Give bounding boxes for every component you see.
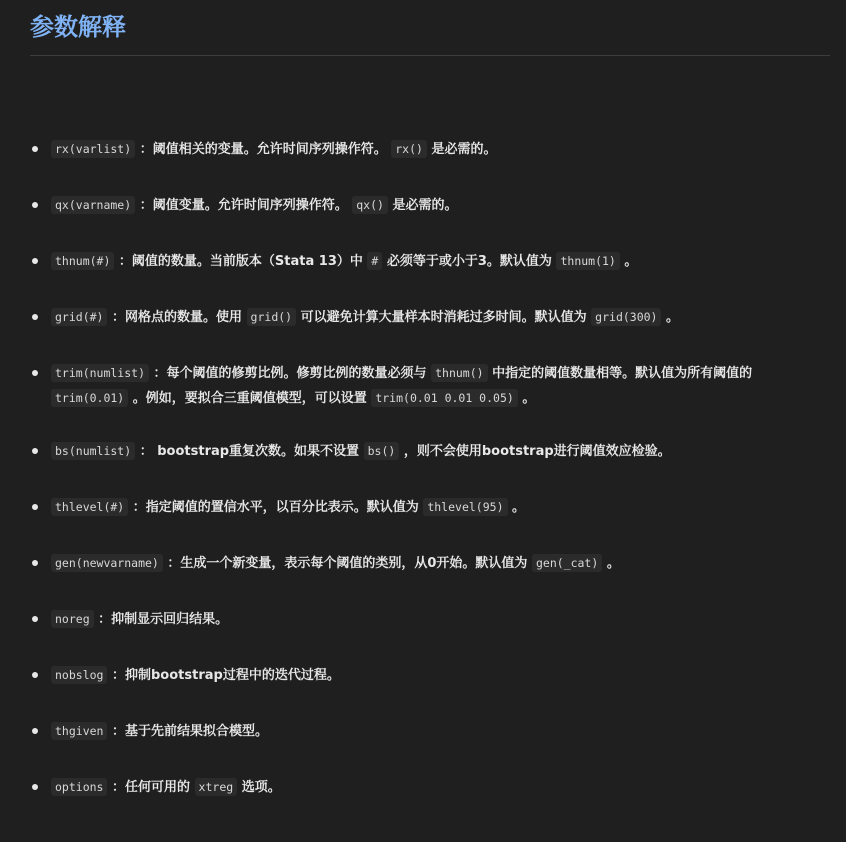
option-description-tail: 。 — [624, 254, 638, 269]
page-title: 参数解释 — [30, 13, 126, 41]
option-code: trim(numlist) — [51, 364, 149, 382]
bullet-icon — [32, 258, 38, 264]
inline-code-example: trim(0.01 0.01 0.05) — [371, 389, 517, 407]
inline-code: thnum() — [431, 364, 487, 382]
option-description-mid: 中指定的阈值数量相等。默认值为所有阈值的 — [492, 366, 753, 381]
option-code: noreg — [51, 610, 94, 628]
inline-code-default: trim(0.01) — [51, 389, 128, 407]
inline-code-default: thlevel(95) — [423, 498, 507, 516]
list-item-thnum — [32, 249, 802, 274]
inline-code-default: thnum(1) — [556, 252, 619, 270]
option-code: thnum(#) — [51, 252, 114, 270]
bullet-icon — [32, 728, 38, 734]
option-code: thgiven — [51, 722, 107, 740]
inline-code: grid() — [247, 308, 297, 326]
option-description: ：抑制显示回归结果。 — [98, 612, 229, 627]
option-code: options — [51, 778, 107, 796]
inline-code-default: gen(_cat) — [532, 554, 602, 572]
bullet-icon — [32, 202, 38, 208]
bullet-icon — [32, 146, 38, 152]
option-code: rx(varlist) — [51, 140, 135, 158]
option-description-tail: 。 — [606, 556, 620, 571]
bullet-icon — [32, 314, 38, 320]
option-description-tail: 是必需的。 — [431, 142, 497, 157]
list-item-grid — [32, 305, 802, 330]
option-description: ：指定阈值的置信水平，以百分比表示。默认值为 — [132, 500, 419, 515]
option-description: ：网格点的数量。使用 — [112, 310, 243, 325]
option-description-tail: 选项。 — [241, 780, 281, 795]
bullet-icon — [32, 784, 38, 790]
list-item-options — [32, 775, 802, 800]
option-code: grid(#) — [51, 308, 107, 326]
option-description-tail: ，则不会使用bootstrap进行阈值效应检验。 — [403, 444, 671, 459]
option-code: gen(newvarname) — [51, 554, 163, 572]
option-description-tail: 。 — [666, 310, 680, 325]
inline-code-default: grid(300) — [591, 308, 661, 326]
list-item-thlevel — [32, 495, 802, 520]
option-description: ：阈值的数量。当前版本（Stata 13）中 — [118, 254, 363, 269]
option-description-mid: 可以避免计算大量样本时消耗过多时间。默认值为 — [300, 310, 587, 325]
list-item-gen — [32, 551, 802, 576]
inline-code: qx() — [352, 196, 388, 214]
title-divider — [30, 55, 830, 56]
option-description-mid: 必须等于或小于3。默认值为 — [386, 254, 552, 269]
option-description-tail: 。 — [522, 391, 536, 406]
list-item-noreg — [32, 607, 802, 632]
bullet-icon — [32, 616, 38, 622]
option-code: thlevel(#) — [51, 498, 128, 516]
option-description: ：阈值相关的变量。允许时间序列操作符。 — [139, 142, 387, 157]
list-item-qx — [32, 193, 802, 218]
bullet-icon — [32, 504, 38, 510]
option-code: bs(numlist) — [51, 442, 135, 460]
inline-code: xtreg — [195, 778, 238, 796]
option-code: nobslog — [51, 666, 107, 684]
inline-code: bs() — [364, 442, 400, 460]
option-description: ：阈值变量。允许时间序列操作符。 — [139, 198, 348, 213]
option-description-tail: 是必需的。 — [392, 198, 458, 213]
option-description: ：抑制bootstrap过程中的迭代过程。 — [112, 668, 340, 683]
list-item-bs — [32, 439, 802, 464]
option-description-example: 。例如，要拟合三重阈值模型，可以设置 — [132, 391, 367, 406]
option-description: ：每个阈值的修剪比例。修剪比例的数量必须与 — [153, 366, 427, 381]
list-item-trim — [32, 361, 802, 411]
option-description: ：任何可用的 — [112, 780, 191, 795]
inline-code: rx() — [391, 140, 427, 158]
bullet-icon — [32, 672, 38, 678]
option-description-tail: 。 — [512, 500, 526, 515]
list-item-rx — [32, 137, 802, 162]
option-description: ： bootstrap重复次数。如果不设置 — [139, 444, 360, 459]
option-description: ：生成一个新变量，表示每个阈值的类别，从0开始。默认值为 — [167, 556, 528, 571]
inline-code: # — [367, 252, 382, 270]
list-item-nobslog — [32, 663, 802, 688]
bullet-icon — [32, 560, 38, 566]
option-description: ：基于先前结果拟合模型。 — [112, 724, 269, 739]
option-code: qx(varname) — [51, 196, 135, 214]
list-item-thgiven — [32, 719, 802, 744]
bullet-icon — [32, 370, 38, 376]
bullet-icon — [32, 448, 38, 454]
